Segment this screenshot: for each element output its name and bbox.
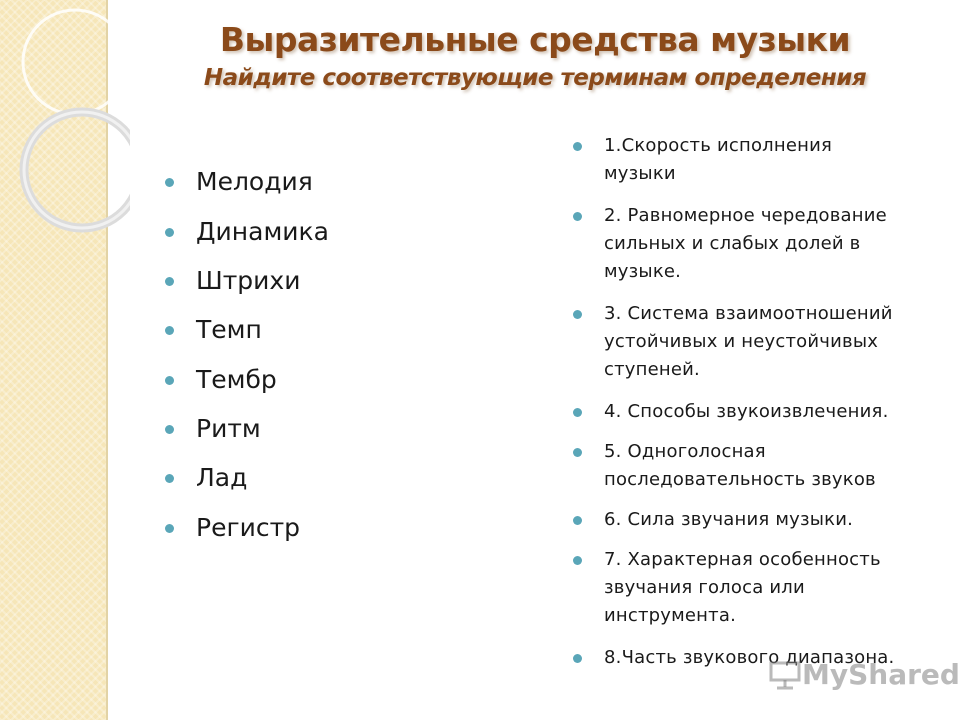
term-item: Тембр bbox=[196, 365, 277, 394]
definition-line: ступеней. bbox=[604, 359, 700, 380]
term-item: Штрихи bbox=[196, 266, 301, 295]
definition-line: последовательность звуков bbox=[604, 469, 876, 490]
definition-line: музыке. bbox=[604, 261, 682, 282]
definition-line: 3. Система взаимоотношений bbox=[604, 303, 893, 324]
definition-line: инструмента. bbox=[604, 605, 736, 626]
watermark bbox=[768, 658, 960, 691]
definition-item bbox=[604, 132, 934, 188]
definition-line: 2. Равномерное чередование bbox=[604, 205, 887, 226]
term-item: Ритм bbox=[196, 414, 261, 443]
decorative-rings bbox=[0, 0, 130, 260]
bullet-icon bbox=[573, 408, 582, 417]
definition-line: музыки bbox=[604, 163, 676, 184]
bullet-icon bbox=[573, 212, 582, 221]
definition-item bbox=[604, 438, 934, 494]
bullet-icon bbox=[165, 277, 174, 286]
bullet-icon bbox=[573, 516, 582, 525]
definition-line: устойчивых и неустойчивых bbox=[604, 331, 879, 352]
bullet-icon bbox=[573, 310, 582, 319]
definition-line: 4. Способы звукоизвлечения. bbox=[604, 401, 889, 422]
term-item: Регистр bbox=[196, 513, 301, 542]
definition-item bbox=[604, 506, 934, 534]
definition-item bbox=[604, 546, 934, 630]
definition-item bbox=[604, 398, 934, 426]
definition-item bbox=[604, 300, 934, 384]
bullet-icon bbox=[573, 654, 582, 663]
definition-line: 7. Характерная особенность bbox=[604, 549, 881, 570]
slide-title: Выразительные средства музыки bbox=[219, 20, 851, 59]
term-item: Динамика bbox=[196, 217, 329, 246]
definition-line: 5. Одноголосная bbox=[604, 441, 766, 462]
bullet-icon bbox=[165, 326, 174, 335]
definition-line: сильных и слабых долей в bbox=[604, 233, 861, 254]
term-item: Лад bbox=[196, 463, 248, 492]
presentation-board-icon bbox=[768, 660, 802, 690]
bullet-icon bbox=[165, 228, 174, 237]
watermark-text: MyShared bbox=[802, 658, 960, 691]
definition-line: звучания голоса или bbox=[604, 577, 805, 598]
bullet-icon bbox=[573, 556, 582, 565]
bullet-icon bbox=[165, 524, 174, 533]
definition-line: 8.Часть звукового диапазона. bbox=[604, 647, 895, 668]
bullet-icon bbox=[165, 178, 174, 187]
definition-item bbox=[604, 202, 934, 286]
title-block bbox=[140, 18, 930, 94]
term-item: Темп bbox=[196, 315, 262, 344]
bullet-icon bbox=[165, 376, 174, 385]
bullet-icon bbox=[165, 425, 174, 434]
bullet-icon bbox=[573, 448, 582, 457]
bullet-icon bbox=[165, 474, 174, 483]
definition-line: 1.Скорость исполнения bbox=[604, 135, 832, 156]
term-item: Мелодия bbox=[196, 167, 313, 196]
slide-subtitle: Найдите соответствующие терминам определения bbox=[203, 65, 867, 91]
definition-line: 6. Сила звучания музыки. bbox=[604, 509, 854, 530]
bullet-icon bbox=[573, 142, 582, 151]
